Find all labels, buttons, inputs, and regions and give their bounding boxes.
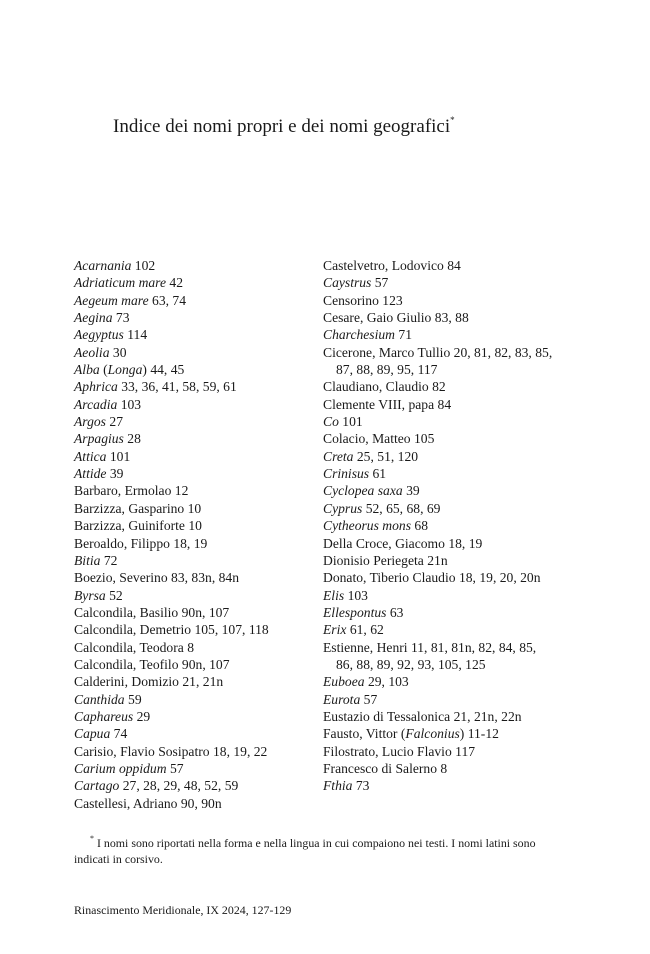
entry-name: Claudiano, Claudio <box>323 379 429 395</box>
entry-pages <box>403 483 420 498</box>
entry-pages <box>106 588 123 603</box>
index-entry <box>323 292 555 309</box>
entry-pages <box>117 397 141 412</box>
entry-page-numbers: 117 <box>455 743 476 759</box>
entry-page-numbers: 61 <box>372 466 387 482</box>
entry-page-numbers: 73 <box>355 778 370 794</box>
entry-page-numbers: 84 <box>447 258 461 273</box>
entry-page-numbers: 27, 28, 29, 48, 52, 59 <box>122 778 239 794</box>
entry-pages <box>369 466 386 481</box>
entry-name: Capua <box>74 726 111 742</box>
entry-pages <box>170 536 207 551</box>
entry-name: Charchesium <box>323 327 395 343</box>
index-entry <box>74 274 306 291</box>
entry-name: Carium oppidum <box>74 760 167 776</box>
entry-pages <box>191 622 269 637</box>
entry-page-numbers: 10 <box>187 500 202 516</box>
entry-pages <box>106 449 130 464</box>
index-entry <box>74 656 306 673</box>
entry-page-numbers: 101 <box>109 448 131 464</box>
index-entry <box>74 292 306 309</box>
entry-pages <box>360 692 377 707</box>
entry-page-numbers: 18, 19 <box>173 535 208 551</box>
entry-pages <box>184 501 201 516</box>
entry-name: Estienne, Henri <box>323 639 408 655</box>
index-entry <box>323 691 555 708</box>
index-entry <box>74 448 306 465</box>
entry-name: Ellespontus <box>323 604 387 620</box>
entry-page-numbers: 82 <box>432 379 446 395</box>
entry-name: Creta <box>323 448 354 464</box>
entry-pages <box>184 640 194 655</box>
entry-name: Eurota <box>323 691 361 707</box>
index-entry <box>74 257 306 274</box>
entry-name: Castelvetro, Lodovico <box>323 258 444 273</box>
index-entry <box>323 274 555 291</box>
entry-variant: Falconius <box>405 726 460 742</box>
entry-page-numbers: 59 <box>128 691 142 707</box>
entry-name: Donato, Tiberio Claudio <box>323 570 456 586</box>
entry-pages <box>131 258 155 273</box>
index-entry <box>74 517 306 534</box>
entry-pages <box>434 397 451 412</box>
entry-name: Fthia <box>323 778 353 794</box>
index-entry <box>323 257 555 274</box>
entry-page-numbers: 63 <box>389 604 404 620</box>
index-entry <box>74 569 306 586</box>
entry-variant: Longa <box>107 362 143 378</box>
entry-name: Barzizza, Gasparino <box>74 500 185 516</box>
entry-pages <box>185 518 202 533</box>
page-title <box>113 116 455 138</box>
index-column-right <box>323 257 555 795</box>
entry-pages <box>166 275 183 290</box>
index-entry <box>74 708 306 725</box>
index-entry <box>74 482 306 499</box>
entry-name: Cicerone, Marco Tullio <box>323 344 451 360</box>
index-entry <box>74 760 306 777</box>
index-column-left <box>74 257 306 812</box>
entry-name: Argos <box>74 414 106 430</box>
index-entry <box>74 326 306 343</box>
index-entry <box>323 309 555 326</box>
entry-page-numbers: 10 <box>188 518 202 534</box>
entry-name: Bitia <box>74 552 101 568</box>
footnote <box>74 832 554 867</box>
entry-name: Co <box>323 414 339 430</box>
index-entry <box>323 725 555 742</box>
entry-page-numbers: 52, 65, 68, 69 <box>365 500 441 516</box>
entry-name: Attide <box>74 466 107 482</box>
entry-page-numbers: 27 <box>109 414 123 430</box>
entry-page-numbers: 83, 88 <box>434 310 469 326</box>
entry-name: Caystrus <box>323 275 372 291</box>
entry-name: Boezio, Severino <box>74 570 168 586</box>
entry-pages <box>118 379 237 394</box>
entry-pages <box>171 483 188 498</box>
entry-name: Caphareus <box>74 708 134 724</box>
index-entry <box>323 430 555 447</box>
entry-name: Arcadia <box>74 396 118 412</box>
entry-page-numbers: 57 <box>363 691 378 707</box>
entry-page-numbers: 29 <box>136 708 151 724</box>
entry-name: Aeolia <box>74 344 110 360</box>
entry-name: Alba <box>74 362 100 378</box>
index-entry <box>323 413 555 430</box>
entry-name: Barzizza, Guiniforte <box>74 518 185 534</box>
entry-page-numbers: 83, 83n, 84n <box>171 570 239 586</box>
index-entry <box>323 500 555 517</box>
index-entry <box>74 535 306 552</box>
entry-name: Arpagius <box>74 431 124 447</box>
entry-name: Cartago <box>74 778 120 794</box>
title-footnote-mark: * <box>450 115 455 125</box>
entry-pages <box>100 553 117 568</box>
entry-name: Cytheorus mons <box>323 518 411 534</box>
index-entry <box>74 587 306 604</box>
index-entry <box>74 413 306 430</box>
entry-page-numbers: 74 <box>113 726 128 742</box>
entry-page-numbers: 123 <box>382 292 403 308</box>
entry-pages <box>452 744 475 759</box>
footnote-mark: * <box>90 834 94 843</box>
index-entry <box>74 777 306 794</box>
index-entry <box>323 760 555 777</box>
entry-page-numbers: 71 <box>398 327 412 343</box>
entry-name: Dionisio Periegeta <box>323 552 424 568</box>
entry-pages <box>110 726 127 741</box>
entry-name: Aphrica <box>74 379 118 395</box>
entry-page-numbers: 18, 19, 22 <box>212 743 268 759</box>
entry-page-numbers: 90n, 107 <box>181 656 230 672</box>
entry-pages <box>353 449 418 464</box>
entry-name: Aegyptus <box>74 327 124 343</box>
entry-name: Cyprus <box>323 500 363 516</box>
entry-page-numbers: 57 <box>374 275 389 291</box>
entry-pages <box>456 570 541 585</box>
entry-pages <box>371 275 388 290</box>
entry-pages <box>352 778 369 793</box>
entry-page-numbers: 84 <box>437 396 452 412</box>
entry-name: Calcondila, Teofilo <box>74 656 179 672</box>
entry-page-numbers: 101 <box>342 414 363 430</box>
index-entry <box>323 482 555 499</box>
entry-name: Elis <box>323 587 345 603</box>
entry-pages <box>339 414 363 429</box>
entry-page-numbers: 114 <box>127 327 148 343</box>
entry-page-numbers: 18, 19 <box>448 535 483 551</box>
entry-pages <box>110 345 127 360</box>
index-entry <box>323 344 555 379</box>
entry-pages <box>424 553 448 568</box>
entry-pages <box>365 674 409 689</box>
entry-pages <box>177 796 221 811</box>
index-entry <box>74 378 306 395</box>
entry-page-numbers: 90, 90n <box>180 795 222 811</box>
index-entry <box>74 344 306 361</box>
entry-name: Beroaldo, Filippo <box>74 535 170 551</box>
index-entry <box>74 309 306 326</box>
entry-pages <box>168 570 239 585</box>
entry-pages <box>179 657 230 672</box>
entry-name: Cesare, Gaio Giulio <box>323 310 432 326</box>
entry-page-numbers: 21n <box>427 552 448 568</box>
index-entry <box>323 326 555 343</box>
entry-pages <box>437 761 447 776</box>
index-entry <box>323 448 555 465</box>
entry-page-numbers: 105, 107, 118 <box>194 622 269 638</box>
entry-name: Aegina <box>74 310 113 326</box>
entry-name: Byrsa <box>74 587 106 603</box>
entry-page-numbers: 39 <box>406 483 420 499</box>
entry-name: Aegeum mare <box>74 292 149 308</box>
index-entry <box>323 396 555 413</box>
entry-name: Canthida <box>74 691 125 707</box>
entry-pages: (Longa) 44, 45 <box>99 362 185 378</box>
entry-page-numbers: 28 <box>127 431 141 447</box>
entry-name: Adriaticum mare <box>74 275 166 291</box>
entry-page-numbers: 57 <box>169 760 184 776</box>
entry-name: Francesco di Salerno <box>323 760 438 776</box>
index-entry <box>74 795 306 812</box>
entry-page-numbers: 103 <box>347 587 368 603</box>
entry-pages <box>411 518 428 533</box>
entry-page-numbers: 12 <box>174 483 189 499</box>
index-entry <box>323 378 555 395</box>
index-entry <box>323 604 555 621</box>
entry-page-numbers: 8 <box>440 760 448 776</box>
entry-pages <box>379 293 403 308</box>
entry-pages <box>431 310 468 325</box>
footnote-text: I nomi sono riportati nella forma e nella lingua in cui compaiono nei testi. I nomi latini sono indicati in corsivo. <box>74 835 536 866</box>
entry-name: Fausto, Vittor <box>323 726 398 742</box>
entry-page-numbers: 68 <box>414 518 428 534</box>
index-entry <box>323 777 555 794</box>
entry-pages <box>386 605 403 620</box>
index-entry <box>74 465 306 482</box>
entry-name: Barbaro, Ermolao <box>74 483 172 499</box>
index-entry <box>323 587 555 604</box>
index-entry <box>74 396 306 413</box>
entry-page-numbers: 52 <box>109 587 123 603</box>
index-entry <box>323 535 555 552</box>
index-entry <box>74 430 306 447</box>
entry-name: Filostrato, Lucio Flavio <box>323 743 452 759</box>
entry-page-numbers: 11, 81, 81n, 82, 84, 85, 86, 88, 89, 92, 93, 105, 125 <box>336 639 537 672</box>
entry-pages <box>124 327 147 342</box>
index-entry <box>74 691 306 708</box>
page-footer: Rinascimento Meridionale, IX 2024, 127-129 <box>74 903 292 917</box>
entry-page-numbers: 63, 74 <box>152 292 187 308</box>
entry-page-numbers: 33, 36, 41, 58, 59, 61 <box>121 379 237 395</box>
entry-pages <box>445 536 482 551</box>
entry-pages <box>179 674 223 689</box>
index-entry <box>323 621 555 638</box>
index-entry <box>323 552 555 569</box>
entry-pages <box>106 414 123 429</box>
entry-name: Attica <box>74 448 107 464</box>
entry-pages <box>411 431 435 446</box>
index-entry <box>323 708 555 725</box>
entry-page-numbers: 29, 103 <box>367 674 409 690</box>
entry-page-numbers: 30 <box>112 344 127 360</box>
entry-name: Erix <box>323 622 347 638</box>
entry-pages <box>429 379 446 394</box>
entry-pages <box>395 327 412 342</box>
entry-page-numbers: 25, 51, 120 <box>356 448 419 464</box>
entry-pages <box>444 258 461 273</box>
entry-name: Calcondila, Basilio <box>74 604 179 620</box>
entry-page-numbers: 20, 81, 82, 83, 85, 87, 88, 89, 95, 117 <box>336 344 553 378</box>
entry-name: Acarnania <box>74 258 132 273</box>
entry-pages <box>210 744 268 759</box>
entry-pages <box>450 709 521 724</box>
entry-pages <box>362 501 440 516</box>
entry-pages <box>346 622 383 637</box>
entry-pages: (Falconius) 11-12 <box>397 726 499 742</box>
entry-name: Calcondila, Teodora <box>74 639 184 655</box>
entry-page-numbers: 44, 45 <box>150 362 185 378</box>
entry-page-numbers: 42 <box>169 275 183 291</box>
entry-name: Euboea <box>323 674 365 690</box>
entry-page-numbers: 21, 21n, 22n <box>453 708 522 724</box>
entry-name: Eustazio di Tessalonica <box>323 708 451 724</box>
index-entry <box>74 361 306 378</box>
entry-pages <box>344 588 368 603</box>
index-entry <box>74 604 306 621</box>
entry-name: Della Croce, Giacomo <box>323 535 445 551</box>
entry-pages <box>178 605 229 620</box>
index-entry <box>323 517 555 534</box>
index-entry <box>323 743 555 760</box>
index-entry <box>74 673 306 690</box>
index-entry <box>74 500 306 517</box>
entry-name: Colacio, Matteo <box>323 431 411 447</box>
entry-page-numbers: 102 <box>134 258 156 273</box>
entry-pages <box>119 778 238 793</box>
entry-page-numbers: 105 <box>414 431 435 447</box>
entry-page-numbers: 103 <box>120 396 142 412</box>
entry-page-numbers: 39 <box>109 466 124 482</box>
index-entry <box>74 639 306 656</box>
entry-pages <box>106 466 123 481</box>
entry-name: Calderini, Domizio <box>74 674 179 690</box>
index-entry <box>323 639 555 674</box>
entry-page-numbers: 18, 19, 20, 20n <box>458 570 541 586</box>
index-entry <box>74 621 306 638</box>
entry-name: Clemente VIII, papa <box>323 396 435 412</box>
index-entry <box>323 465 555 482</box>
index-entry <box>323 569 555 586</box>
entry-name: Censorino <box>323 292 379 308</box>
entry-pages <box>133 709 150 724</box>
entry-name: Castellesi, Adriano <box>74 795 178 811</box>
entry-page-numbers: 11-12 <box>467 726 499 742</box>
entry-page-numbers: 72 <box>103 552 118 568</box>
entry-pages <box>167 761 184 776</box>
entry-name: Calcondila, Demetrio <box>74 622 192 638</box>
entry-pages <box>113 310 130 325</box>
entry-pages <box>124 431 141 446</box>
index-entry <box>74 743 306 760</box>
page-title-text: Indice dei nomi propri e dei nomi geografici <box>113 116 451 137</box>
index-entry <box>323 673 555 690</box>
index-entry <box>74 725 306 742</box>
entry-page-numbers: 61, 62 <box>349 622 384 638</box>
entry-page-numbers: 90n, 107 <box>181 604 230 620</box>
entry-pages <box>125 692 142 707</box>
entry-page-numbers: 21, 21n <box>182 674 224 690</box>
entry-page-numbers: 73 <box>115 310 130 326</box>
index-entry <box>74 552 306 569</box>
entry-name: Crinisus <box>323 466 370 482</box>
entry-pages <box>149 293 186 308</box>
entry-name: Cyclopea saxa <box>323 483 403 499</box>
entry-page-numbers: 8 <box>187 639 194 655</box>
entry-name: Carisio, Flavio Sosipatro <box>74 743 210 759</box>
